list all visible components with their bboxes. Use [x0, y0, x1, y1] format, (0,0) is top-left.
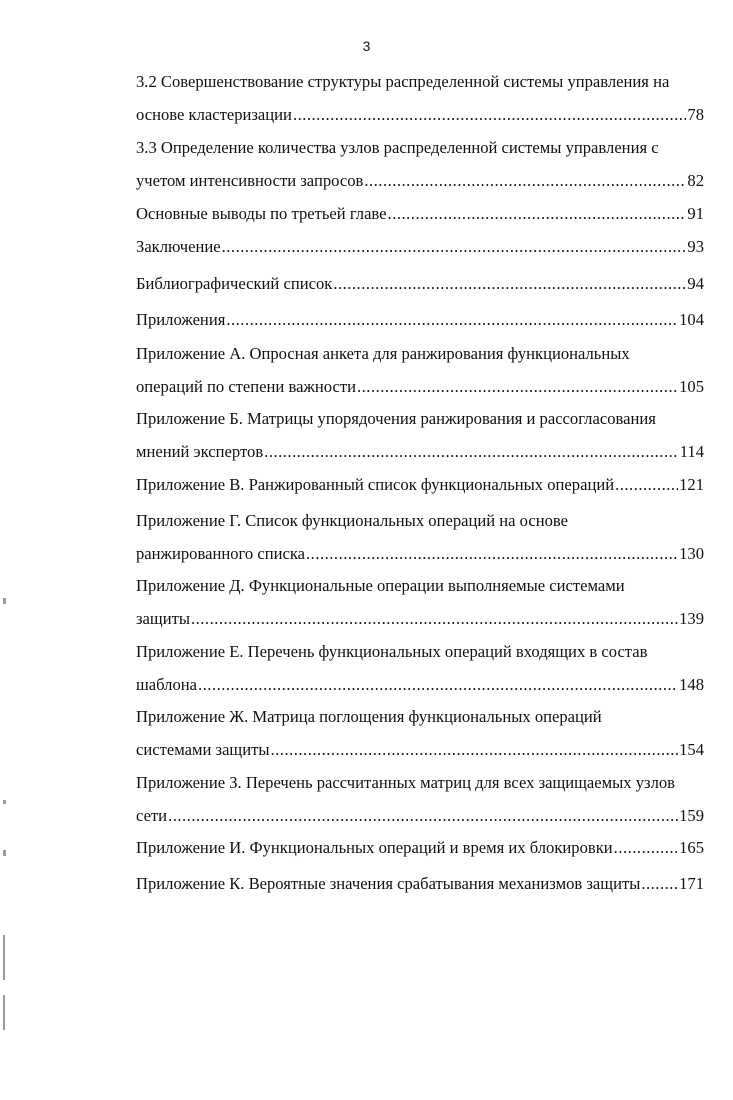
toc-entry-title: Библиографический список: [136, 274, 333, 293]
leader-dots: [641, 874, 678, 894]
leader-dots: [615, 475, 678, 495]
toc-entry-title-continuation: защиты: [136, 609, 190, 628]
toc-entry: [136, 237, 704, 257]
toc-page-number: 165: [679, 838, 704, 857]
scan-mark: [3, 850, 6, 856]
toc-entry: [136, 409, 704, 462]
leader-dots: [264, 442, 679, 462]
toc-page-number: 94: [687, 274, 704, 293]
toc-page-number: 105: [679, 377, 704, 396]
leader-dots: [357, 377, 678, 397]
toc-entry-title-continuation: ранжированного списка: [136, 544, 306, 563]
toc-page-number: 91: [687, 204, 704, 223]
leader-dots: [198, 675, 678, 695]
toc-page-number: 82: [687, 171, 704, 190]
toc-entry: [136, 204, 704, 224]
toc-page-number: 130: [679, 544, 704, 563]
toc-page-number: 78: [687, 105, 704, 124]
leader-dots: [168, 806, 678, 826]
toc-entry: [136, 642, 704, 695]
toc-entry-title-continuation: учетом интенсивности запросов: [136, 171, 364, 190]
toc-entry-title-continuation: мнений экспертов: [136, 442, 264, 461]
toc-entry-title: Приложение Ж. Матрица поглощения функциональных операций: [136, 707, 602, 726]
toc-entry-title: Приложение Б. Матрицы упорядочения ранжирования и рассогласования: [136, 409, 656, 428]
leader-dots: [306, 544, 678, 564]
toc-page-number: 114: [679, 442, 704, 461]
toc-entry-title: 3.2 Совершенствование структуры распределенной системы управления на: [136, 72, 670, 91]
toc-page-number: 121: [679, 475, 704, 494]
toc-entry-title-continuation: системами защиты: [136, 740, 270, 759]
leader-dots: [364, 171, 686, 191]
leader-dots: [222, 237, 687, 257]
leader-dots: [226, 310, 678, 330]
scan-mark: [3, 800, 6, 804]
toc-entry: [136, 707, 704, 760]
leader-dots: [614, 838, 678, 858]
toc-entry-title: Приложение Д. Функциональные операции выполняемые системами: [136, 576, 625, 595]
toc-entry-title: Основные выводы по третьей главе: [136, 204, 387, 223]
toc-entry: [136, 344, 704, 397]
leader-dots: [333, 274, 686, 294]
toc-entry-title-continuation: шаблона: [136, 675, 197, 694]
toc-entry-title-continuation: основе кластеризации: [136, 105, 292, 124]
toc-entry: [136, 874, 704, 894]
toc-page-number: 93: [687, 237, 704, 256]
toc-page-number: 148: [679, 675, 704, 694]
scan-mark: [3, 935, 5, 980]
toc-entry-title: Приложение К. Вероятные значения срабатывания механизмов защиты: [136, 874, 641, 893]
leader-dots: [293, 105, 686, 125]
scan-mark: [3, 598, 6, 604]
toc-entry-title: 3.3 Определение количества узлов распределенной системы управления с: [136, 138, 659, 157]
toc-entry-title-continuation: операций по степени важности: [136, 377, 356, 396]
toc-entry-title: Приложение Г. Список функциональных операций на основе: [136, 511, 569, 530]
toc-entry-title: Приложение И. Функциональных операций и время их блокировки: [136, 838, 613, 857]
toc-entry-title: Приложение А. Опросная анкета для ранжирования функциональных: [136, 344, 630, 363]
toc-entry-title: Заключение: [136, 237, 221, 256]
toc-entry: [136, 475, 704, 495]
leader-dots: [388, 204, 687, 224]
toc-entry-title: Приложение Е. Перечень функциональных операций входящих в состав: [136, 642, 648, 661]
toc-entry-title: Приложение З. Перечень рассчитанных матриц для всех защищаемых узлов: [136, 773, 676, 792]
toc-page-number: 154: [679, 740, 704, 759]
toc-entry: [136, 72, 704, 125]
toc-page-number: 171: [679, 874, 704, 893]
toc-entry: [136, 773, 704, 826]
toc-entry: [136, 511, 704, 564]
toc-page-number: 139: [679, 609, 704, 628]
toc-entry-title: Приложения: [136, 310, 226, 329]
toc-entry: [136, 274, 704, 294]
toc-entry: [136, 576, 704, 629]
scan-mark: [3, 995, 5, 1030]
toc-entry: [136, 838, 704, 858]
leader-dots: [191, 609, 678, 629]
toc-entry: [136, 138, 704, 191]
leader-dots: [271, 740, 679, 760]
page-number: 3: [362, 38, 371, 54]
toc-entry-title: Приложение В. Ранжированный список функциональных операций: [136, 475, 615, 494]
toc-page-number: 104: [679, 310, 704, 329]
toc-page-number: 159: [679, 806, 704, 825]
toc-entry: [136, 310, 704, 330]
toc-entry-title-continuation: сети: [136, 806, 168, 825]
